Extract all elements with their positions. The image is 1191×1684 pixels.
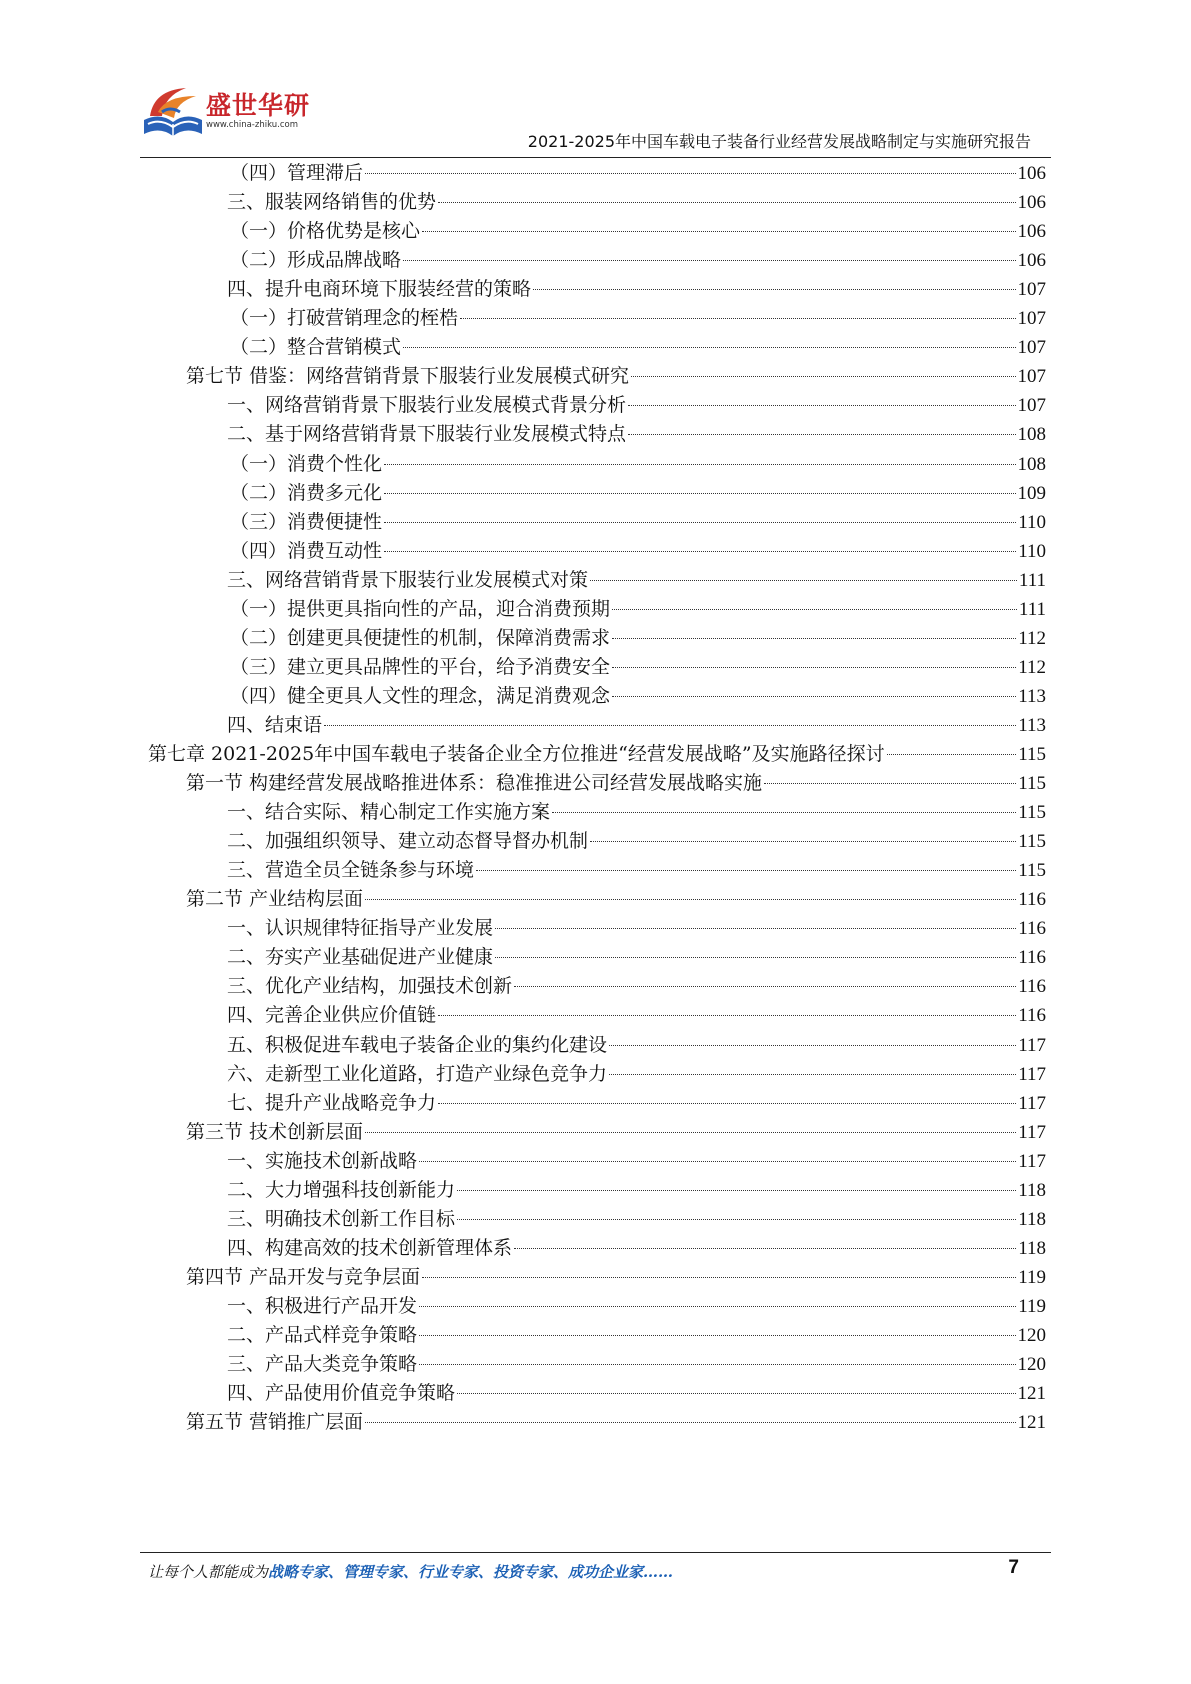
toc-dot-leader [422,231,1015,232]
toc-entry-title: 三、服装网络销售的优势 [227,191,437,214]
toc-dot-leader [612,638,1016,639]
toc-entry-title: 二、夯实产业基础促进产业健康 [227,946,494,969]
book-logo-icon [140,82,206,144]
toc-dot-leader [476,870,1016,871]
toc-entry[interactable] [230,625,1046,651]
toc-dot-leader [419,1306,1016,1307]
toc-entry-title: 三、明确技术创新工作目标 [227,1207,456,1230]
toc-dot-leader [457,1190,1016,1191]
toc-dot-leader [609,1045,1016,1046]
toc-entry[interactable] [230,247,1046,273]
toc-entry-page: 108 [1017,424,1046,446]
toc-entry-page: 111 [1018,598,1046,620]
toc-entry-title: 一、网络营销背景下服装行业发展模式背景分析 [227,394,627,417]
toc-entry-title: 一、实施技术创新战略 [227,1149,418,1172]
toc-entry-title: （一）价格优势是核心 [230,220,421,243]
toc-entry-title: 一、积极进行产品开发 [227,1294,418,1317]
toc-entry[interactable] [227,857,1046,883]
footer-slogan-prefix: 让每个人都能成为 [148,1563,269,1581]
toc-dot-leader [552,812,1016,813]
toc-entry[interactable] [230,160,1046,186]
toc-entry[interactable] [230,683,1046,709]
toc-entry-title: （二）创建更具便捷性的机制，保障消费需求 [230,626,611,649]
toc-dot-leader [438,202,1015,203]
toc-entry-title: 四、完善企业供应价值链 [227,1004,437,1027]
toc-entry[interactable] [227,1322,1046,1348]
toc-dot-leader [612,609,1017,610]
toc-entry-title: 一、结合实际、精心制定工作实施方案 [227,801,551,824]
toc-entry-page: 117 [1018,1121,1046,1143]
toc-dot-leader [438,1015,1016,1016]
toc-dot-leader [419,1335,1015,1336]
toc-dot-leader [403,260,1015,261]
toc-entry-page: 107 [1017,279,1046,301]
toc-dot-leader [590,841,1016,842]
toc-entry-title: （二）消费多元化 [230,481,383,504]
toc-entry-page: 117 [1018,1034,1046,1056]
toc-entry-title: （四）消费互动性 [230,539,383,562]
logo-brand-name: 盛世华研 [206,91,311,120]
toc-dot-leader [514,986,1016,987]
toc-entry-page: 116 [1018,1005,1046,1027]
toc-entry-page: 118 [1018,1237,1046,1259]
toc-entry[interactable] [230,334,1046,360]
toc-entry-page: 112 [1018,627,1046,649]
toc-entry-page: 121 [1017,1383,1046,1405]
toc-dot-leader [419,1364,1015,1365]
toc-entry-page: 106 [1017,250,1046,272]
toc-entry-title: （三）消费便捷性 [230,510,383,533]
toc-dot-leader [764,783,1016,784]
toc-entry-page: 107 [1017,308,1046,330]
toc-entry-page: 112 [1018,656,1046,678]
toc-entry-page: 115 [1018,744,1046,765]
toc-entry[interactable] [230,451,1046,477]
toc-entry[interactable] [227,1235,1046,1261]
toc-entry-title: 四、提升电商环境下服装经营的策略 [227,278,532,301]
toc-entry-title: 第五节 营销推广层面 [186,1411,364,1434]
toc-entry[interactable] [227,712,1046,738]
toc-entry-title: 三、网络营销背景下服装行业发展模式对策 [227,568,589,591]
toc-entry-page: 117 [1018,1150,1046,1172]
toc-entry[interactable] [148,741,1046,767]
toc-dot-leader [495,928,1016,929]
toc-entry[interactable] [186,770,1046,796]
toc-entry-title: 三、产品大类竞争策略 [227,1353,418,1376]
toc-dot-leader [887,754,1017,755]
toc-entry[interactable] [230,509,1046,535]
toc-entry-page: 118 [1018,1179,1046,1201]
toc-entry[interactable] [227,1032,1046,1058]
toc-entry-title: （一）打破营销理念的桎梏 [230,307,459,330]
toc-dot-leader [365,1422,1015,1423]
toc-dot-leader [628,434,1015,435]
toc-entry[interactable] [227,567,1046,593]
toc-entry-page: 121 [1017,1412,1046,1434]
toc-dot-leader [612,667,1016,668]
toc-entry-title: 二、加强组织领导、建立动态督导督办机制 [227,830,589,853]
toc-entry-title: （二）形成品牌战略 [230,249,402,272]
toc-dot-leader [419,1161,1016,1162]
toc-entry-page: 117 [1018,1063,1046,1085]
toc-dot-leader [495,957,1016,958]
toc-entry-page: 108 [1017,453,1046,475]
toc-entry[interactable] [186,1409,1046,1435]
toc-entry-page: 106 [1017,221,1046,243]
footer-slogan [148,1561,673,1582]
toc-entry-title: 第七章 2021-2025年中国车载电子装备企业全方位推进“经营发展战略”及实施路径探讨 [148,743,885,765]
toc-entry-title: 五、积极促进车载电子装备企业的集约化建设 [227,1033,608,1056]
toc-entry-page: 118 [1018,1208,1046,1230]
toc-entry-title: 第七节 借鉴：网络营销背景下服装行业发展模式研究 [186,365,630,388]
toc-dot-leader [384,493,1015,494]
toc-entry-title: 二、大力增强科技创新能力 [227,1178,456,1201]
toc-entry-page: 116 [1018,976,1046,998]
toc-entry-page: 106 [1017,163,1046,184]
toc-entry-page: 115 [1018,802,1046,824]
logo-website: www.china-zhiku.com [206,120,298,130]
toc-entry[interactable] [230,654,1046,680]
toc-dot-leader [514,1248,1016,1249]
toc-dot-leader [631,376,1015,377]
toc-entry-page: 110 [1018,511,1046,533]
toc-entry[interactable] [230,596,1046,622]
toc-entry-title: （二）整合营销模式 [230,336,402,359]
toc-entry[interactable] [230,538,1046,564]
toc-dot-leader [460,318,1015,319]
toc-entry-page: 120 [1017,1354,1046,1376]
footer-slogan-highlight: 战略专家、管理专家、行业专家、投资专家、成功企业家…… [268,1563,674,1581]
toc-entry-page: 110 [1018,540,1046,562]
toc-entry[interactable] [227,1206,1046,1232]
toc-entry-page: 116 [1018,889,1046,911]
toc-entry[interactable] [230,218,1046,244]
toc-entry-page: 107 [1017,337,1046,359]
toc-entry[interactable] [227,1177,1046,1203]
toc-dot-leader [384,522,1016,523]
toc-dot-leader [403,347,1015,348]
toc-entry-title: 四、产品使用价值竞争策略 [227,1382,456,1405]
toc-entry-title: 六、走新型工业化道路，打造产业绿色竞争力 [227,1062,608,1085]
toc-entry-title: 三、优化产业结构，加强技术创新 [227,975,513,998]
toc-entry[interactable] [227,1148,1046,1174]
toc-entry[interactable] [227,1293,1046,1319]
toc-entry[interactable] [230,305,1046,331]
toc-entry-title: 四、构建高效的技术创新管理体系 [227,1236,513,1259]
toc-entry-page: 106 [1017,192,1046,214]
toc-entry-page: 111 [1018,569,1046,591]
toc-entry[interactable] [227,392,1046,418]
toc-entry-page: 119 [1018,1266,1046,1288]
toc-entry-title: 二、基于网络营销背景下服装行业发展模式特点 [227,423,627,446]
toc-dot-leader [612,696,1016,697]
header-divider [140,157,1051,158]
toc-entry[interactable] [227,944,1046,970]
toc-entry-page: 115 [1018,773,1046,795]
toc-entry-title: （一）提供更具指向性的产品，迎合消费预期 [230,597,611,620]
footer-divider [140,1552,1051,1553]
toc-entry-page: 120 [1017,1325,1046,1346]
toc-entry[interactable] [230,480,1046,506]
toc-dot-leader [422,1277,1016,1278]
toc-entry-title: 第二节 产业结构层面 [186,888,364,911]
toc-entry-title: 七、提升产业战略竞争力 [227,1091,437,1114]
toc-entry-page: 116 [1018,947,1046,969]
toc-entry[interactable] [227,1002,1046,1028]
toc-entry-title: 第一节 构建经营发展战略推进体系：稳准推进公司经营发展战略实施 [186,772,763,795]
toc-entry-title: 三、营造全员全链条参与环境 [227,859,475,882]
toc-entry-page: 107 [1017,395,1046,417]
toc-entry-page: 109 [1017,482,1046,504]
toc-entry-title: （四）管理滞后 [230,162,364,184]
toc-entry-page: 113 [1018,714,1046,736]
toc-entry[interactable] [227,421,1046,447]
toc-dot-leader [365,899,1016,900]
toc-dot-leader [384,551,1016,552]
toc-dot-leader [628,405,1015,406]
company-logo [140,82,310,150]
toc-entry[interactable] [186,363,1046,389]
toc-dot-leader [609,1074,1016,1075]
toc-entry-page: 107 [1017,366,1046,388]
toc-entry[interactable] [227,915,1046,941]
toc-entry[interactable] [227,799,1046,825]
toc-dot-leader [324,725,1016,726]
toc-dot-leader [365,1132,1016,1133]
toc-entry[interactable] [227,1061,1046,1087]
toc-entry[interactable] [227,828,1046,854]
toc-entry-title: 二、产品式样竞争策略 [227,1324,418,1346]
toc-entry-title: 四、结束语 [227,713,323,736]
toc-entry[interactable] [227,1380,1046,1406]
toc-entry-title: 第四节 产品开发与竞争层面 [186,1265,421,1288]
toc-entry-title: 一、认识规律特征指导产业发展 [227,917,494,940]
toc-entry[interactable] [186,1119,1046,1145]
toc-dot-leader [457,1219,1016,1220]
report-title: 2021-2025年中国车载电子装备行业经营发展战略制定与实施研究报告 [527,132,1031,151]
toc-entry[interactable] [186,1264,1046,1290]
toc-entry-title: （三）建立更具品牌性的平台，给予消费安全 [230,655,611,678]
toc-entry-page: 115 [1018,860,1046,882]
toc-entry-page: 117 [1018,1092,1046,1114]
page-number: 7 [1008,1557,1019,1578]
toc-entry-page: 119 [1018,1295,1046,1317]
toc-entry[interactable] [227,973,1046,999]
toc-entry[interactable] [227,1351,1046,1377]
toc-entry-page: 115 [1018,831,1046,853]
toc-dot-leader [438,1103,1016,1104]
toc-entry[interactable] [227,189,1046,215]
toc-entry[interactable] [227,1090,1046,1116]
toc-entry-page: 116 [1018,918,1046,940]
toc-dot-leader [590,580,1017,581]
toc-dot-leader [457,1393,1015,1394]
toc-entry-title: （四）健全更具人文性的理念，满足消费观念 [230,684,611,707]
toc-dot-leader [533,289,1015,290]
toc-entry-page: 113 [1018,685,1046,707]
toc-entry-title: （一）消费个性化 [230,452,383,475]
toc-entry-title: 第三节 技术创新层面 [186,1120,364,1143]
toc-dot-leader [365,173,1015,174]
toc-dot-leader [384,464,1015,465]
toc-entry[interactable] [186,886,1046,912]
toc-entry[interactable] [227,276,1046,302]
